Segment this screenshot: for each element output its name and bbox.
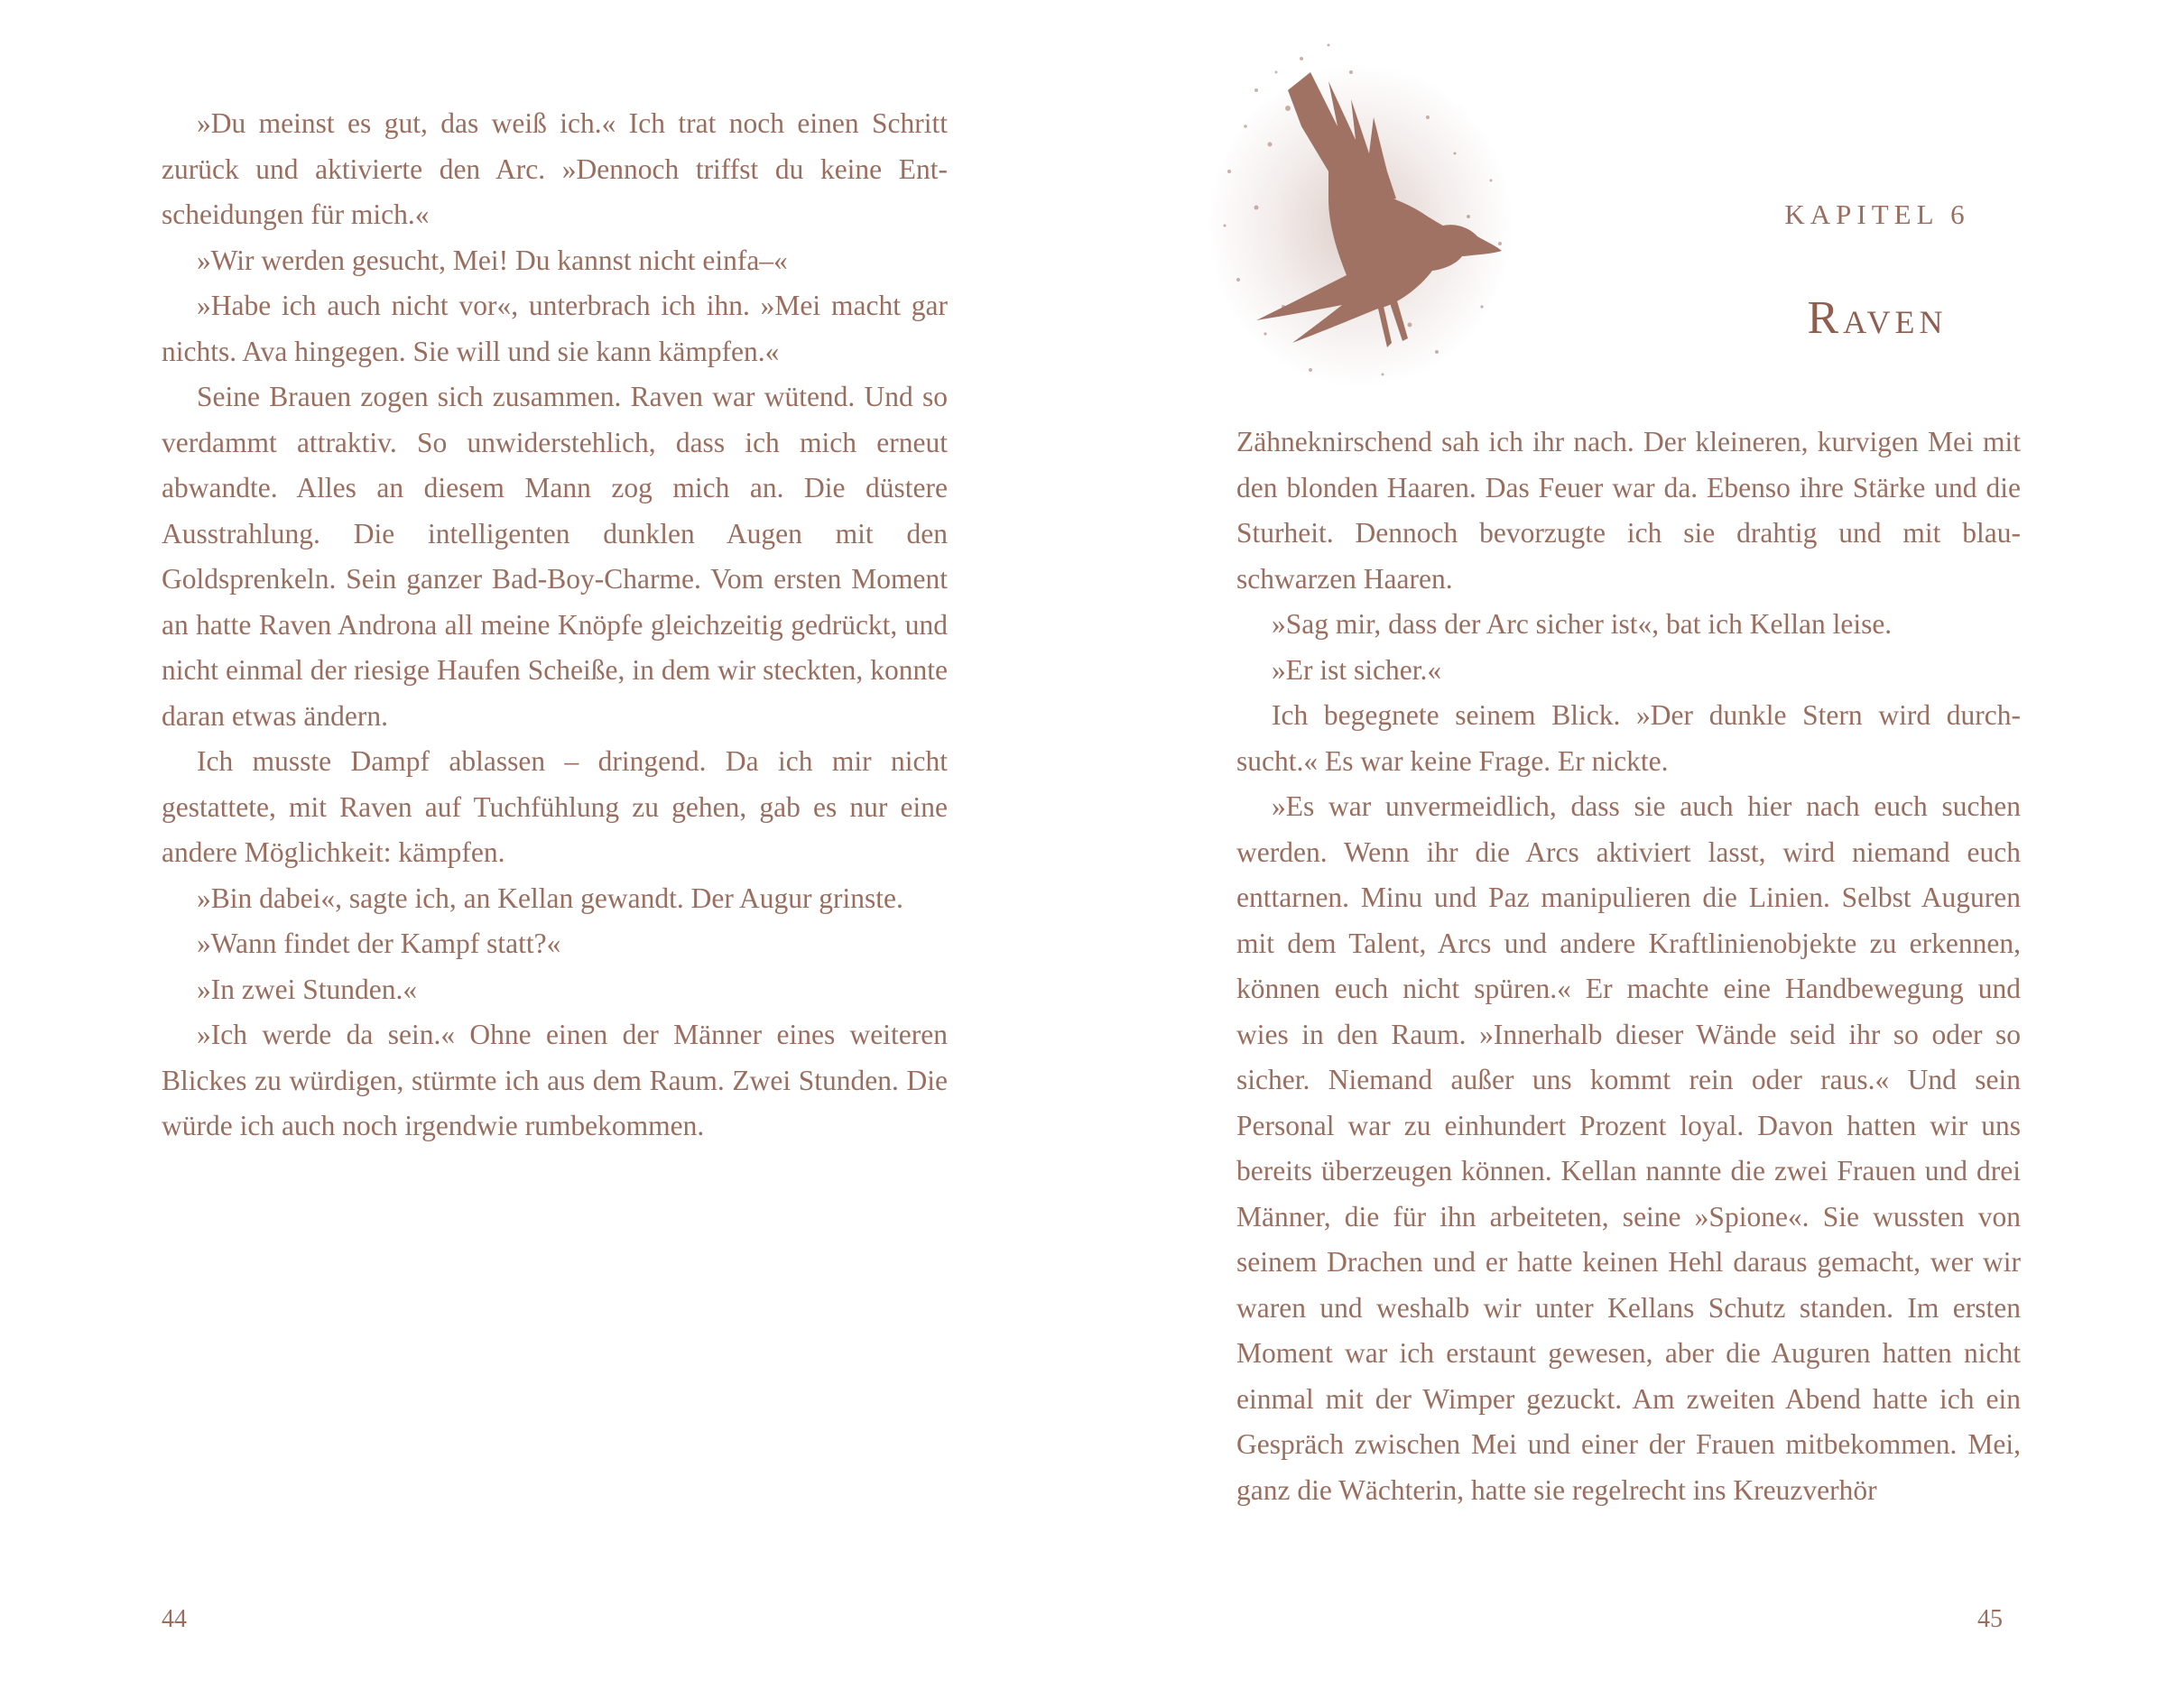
paragraph: »Sag mir, dass der Arc sicher ist«, bat ich Kellan leise. — [1272, 608, 1893, 640]
paragraph: Ich musste Dampf ablassen – dringend. Da ich mir nicht gestattete, mit Raven auf Tuchfühlung zu gehen, gab es nur eine andere Möglichkeit: kämpfen. — [162, 745, 948, 868]
paragraph: Zähneknirschend sah ich ihr nach. Der kleineren, kurvigen Mei mit den blonden Haaren. Das Feuer war da. Ebenso ihre Stärke und die Sturheit. Dennoch bevorzugte ich sie drahtig und mit blau-schwarzen Haaren. — [1236, 426, 2021, 595]
paragraph: Seine Brauen zogen sich zusammen. Raven war wütend. Und so verdammt attraktiv. So unwiderstehlich, dass ich mich erneut abwandte. Alles an diesem Mann zog mich an. Die düstere Ausstrahlung. Die intelligenten dunklen Augen mit den Goldsprenkeln. Sein ganzer Bad-Boy-Charme. Vom ersten Moment an hatte Raven Androna all meine Knöpfe gleichzeitig gedrückt, und nicht einmal der riesige Haufen Scheiße, in dem wir steckten, konnte daran etwas ändern. — [162, 381, 948, 732]
paragraph: »Er ist sicher.« — [1272, 653, 1442, 686]
chapter-label: KAPITEL 6 — [1784, 198, 1970, 230]
paragraph: »Wir werden gesucht, Mei! Du kannst nicht einfa–« — [197, 244, 788, 276]
paragraph: »Ich werde da sein.« Ohne einen der Männer eines weiteren Blickes zu würdigen, stürmte ich aus dem Raum. Zwei Stunden. Die würde ich auch noch irgendwie rumbekommen. — [162, 1019, 948, 1141]
paragraph: »Bin dabei«, sagte ich, an Kellan gewandt. Der Augur grinste. — [197, 882, 903, 914]
page-number-right: 45 — [1977, 1605, 2003, 1633]
paragraph: »Du meinst es gut, das weiß ich.« Ich trat noch einen Schritt zurück und aktivierte den Arc. »Dennoch triffst du keine Entscheidungen für mich.« — [162, 107, 948, 230]
paragraph: Ich begegnete seinem Blick. »Der dunkle Stern wird durchsucht.« Es war keine Frage. Er nickte. — [1236, 699, 2021, 777]
paragraph: »Wann findet der Kampf statt?« — [197, 928, 561, 959]
left-page-text — [162, 101, 948, 1149]
paragraph: »Habe ich auch nicht vor«, unterbrach ich ihn. »Mei macht gar nichts. Ava hingegen. Sie will und sie kann kämpfen.« — [162, 290, 948, 367]
right-page — [1083, 0, 2166, 1708]
chapter-title: Raven — [1807, 292, 1948, 344]
raven-splatter-icon — [1202, 18, 1527, 397]
right-page-text — [1236, 420, 2021, 1513]
page-number-left: 44 — [162, 1605, 187, 1633]
paragraph: »In zwei Stunden.« — [197, 973, 418, 1005]
paragraph: »Es war unvermeidlich, dass sie auch hier nach euch suchen werden. Wenn ihr die Arcs aktiviert lasst, wird niemand euch enttarnen. Minu und Paz manipulieren die Linien. Selbst Auguren mit dem Talent, Arcs und andere Kraftlinienobjekte zu erkennen, können euch nicht spüren.« Er machte eine Handbewegung und wies in den Raum. »Innerhalb dieser Wände seid ihr so oder so sicher. Niemand außer uns kommt rein oder raus.« Und sein Personal war zu einhundert Prozent loyal. Davon hatten wir uns bereits überzeugen können. Kellan nannte die zwei Frauen und drei Männer, die für ihn arbeiteten, seine »Spione«. Sie wussten von seinem Drachen und er hatte keinen Hehl daraus gemacht, wer wir waren und weshalb wir unter Kellans Schutz standen. Im ersten Moment war ich erstaunt gewesen, aber die Auguren hatten nicht einmal mit der Wimper gezuckt. Am zweiten Abend hatte ich ein Gespräch zwischen Mei und einer der Frauen mitbekommen. Mei, ganz die Wächterin, hatte sie regelrecht ins Kreuzverhör — [1236, 790, 2021, 1506]
